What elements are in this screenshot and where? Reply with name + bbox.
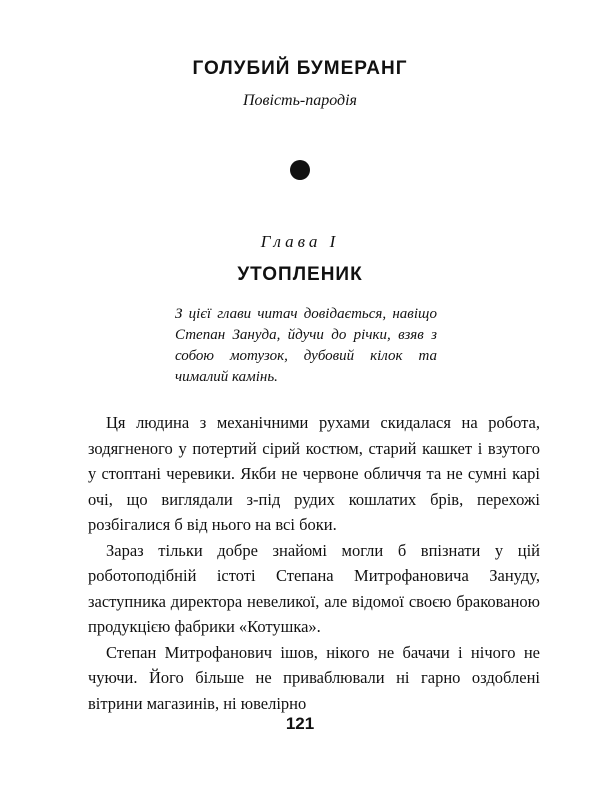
book-subtitle: Повість-пародія xyxy=(243,92,357,109)
body-text xyxy=(88,410,540,716)
paragraph: Зараз тільки добре знайомі могли б впізнати у цій роботоподібній істоті Степана Митрофановича Зануду, заступника директора невеликої, але відомої своєю бракованою продукцією фабрики «Котушка». xyxy=(88,540,540,636)
section-ornament-dot xyxy=(290,160,310,180)
chapter-title: УТОПЛЕНИК xyxy=(237,264,363,285)
chapter-epigraph: З цієї глави читач довідається, навіщо Степан Зануда, йдучи до річки, взяв з собою мотузок, дубовий кілок та чималий камінь. xyxy=(175,306,437,385)
chapter-number: Глава I xyxy=(260,232,340,251)
book-title: ГОЛУБИЙ БУМЕРАНГ xyxy=(192,58,408,79)
paragraph: Степан Митрофанович ішов, нікого не бачачи і нічого не чуючи. Його більше не приваблювали ні гарно оздоблені вітрини магазинів, ні ювелірно xyxy=(88,642,540,713)
page-number: 121 xyxy=(285,714,315,733)
paragraph: Ця людина з механічними рухами скидалася на робота, зодягненого у потертий сірий костюм, старий кашкет і взутого у стоптані черевики. Якби не червоне обличчя та не сумні карі очі, що виглядали з-під рудих кошлатих брів, перехожі розбігалися б від нього на всі боки. xyxy=(88,413,540,534)
